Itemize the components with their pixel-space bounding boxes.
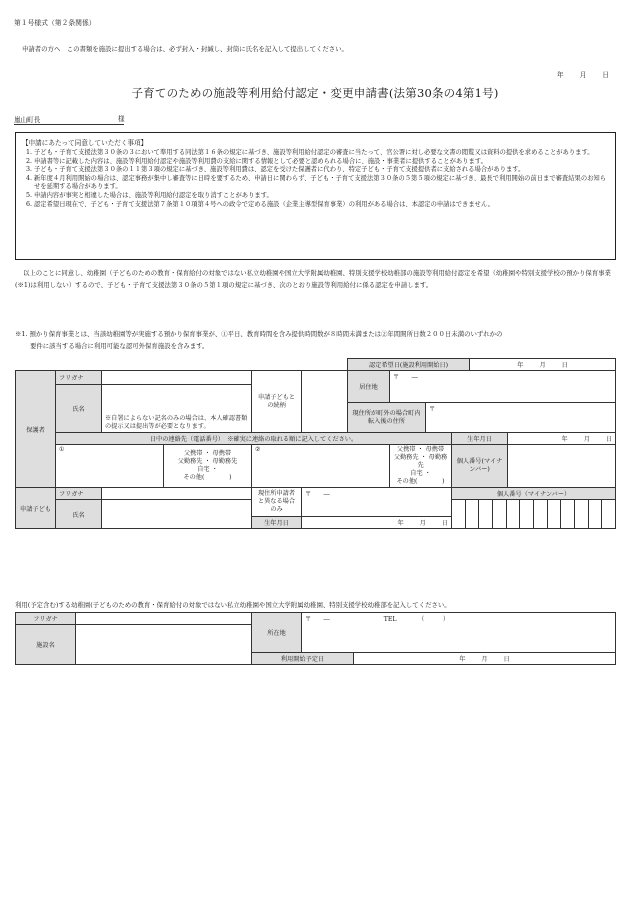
facility-table bbox=[15, 612, 616, 665]
child-address-label: 現住所申請者と異なる場合のみ bbox=[252, 488, 302, 517]
facility-location-label: 所在地 bbox=[252, 613, 302, 653]
child-name-field[interactable] bbox=[102, 500, 252, 529]
phone-type: 父勤務先 ・ 母勤務先 bbox=[177, 458, 238, 465]
contact-label: 日中の連絡先（電話番号） ※確実に連絡の取れる順に記入してください。 bbox=[56, 433, 452, 445]
address-label: 居住地 bbox=[348, 371, 390, 403]
guardian-name-field[interactable] bbox=[102, 385, 252, 433]
desired-date-label: 認定希望日(施設利用開始日) bbox=[348, 359, 470, 371]
guardian-birthdate-label: 生年月日 bbox=[452, 433, 508, 445]
consent-box bbox=[15, 132, 616, 260]
moved-address-field[interactable] bbox=[426, 403, 616, 433]
consent-item: 1. 子ども・子育て支援法第３０条の３において準用する同法第１６条の規定に基づき、施設等利用給付認定の審査に当たって、官公署に対し必要な文書の閲覧又は資料の提供を求めることがあります。 bbox=[34, 149, 609, 158]
phone-type: その他( ) bbox=[183, 474, 232, 481]
child-birthdate-label: 生年月日 bbox=[252, 516, 302, 528]
child-address-field[interactable] bbox=[302, 488, 452, 517]
consent-item: 3. 子ども・子育て支援法第３０条の１１第３項の規定に基づき、施設等利用費は、認定を受けた保護者に代わり、特定子ども・子育て支援提供者に支給される場合があります。 bbox=[34, 166, 609, 175]
application-table bbox=[15, 358, 616, 529]
address-postal: 〒 ― bbox=[393, 374, 418, 381]
phone-type: 自宅 ・ bbox=[197, 466, 218, 473]
footnote-line-1: ※1. 預かり保育事業とは、当該幼稚園等が実施する預かり保育事業が、①平日、教育時間を含み提供時間数が８時間未満または②年間開所日数２００日未満のいずれかの bbox=[15, 330, 503, 338]
submission-date[interactable]: 年 月 日 bbox=[557, 71, 609, 79]
desired-date-field[interactable]: 年 月 日 bbox=[470, 359, 616, 371]
start-date-label: 利用開始予定日 bbox=[252, 653, 354, 665]
contact-2-types[interactable] bbox=[390, 445, 452, 488]
child-mynumber-field[interactable] bbox=[452, 500, 616, 529]
contact-2-field[interactable] bbox=[252, 445, 390, 488]
consent-item: 5. 申請内容が事実と相違した場合は、施設等利用給付認定を取り消すことがあります。 bbox=[34, 192, 609, 201]
contact-2-label: ② bbox=[255, 446, 261, 453]
footnote bbox=[15, 328, 615, 352]
start-date-field[interactable]: 年 月 日 bbox=[354, 653, 616, 665]
page-title: 子育てのための施設等利用給付認定・変更申請書(法第30条の4第1号) bbox=[131, 86, 499, 100]
consent-heading: 【申請にあたって同意していただく事項】 bbox=[22, 139, 148, 147]
child-furigana-label: フリガナ bbox=[56, 488, 102, 500]
applicant-note: 申請者の方へ この書類を施設に提出する場合は、必ず封入・封緘し、封筒に氏名を記入して提出してください。 bbox=[22, 45, 348, 53]
facility-tel: TEL （ ） bbox=[383, 616, 450, 623]
footnote-line-2: 要件に該当する場合に利用可能な認可外保育施設を含みます。 bbox=[30, 342, 209, 350]
phone-type: 父携帯 ・ 母携帯 bbox=[396, 446, 445, 453]
guardian-mynumber-label: 個人番号(マイナンバー) bbox=[452, 445, 508, 488]
addressee bbox=[14, 114, 124, 125]
mayor-suffix: 様 bbox=[118, 115, 125, 123]
guardian-label: 保護者 bbox=[16, 371, 56, 488]
child-mynumber-label: 個人番号（マイナンバー） bbox=[452, 488, 616, 500]
phone-type: 自宅 ・ bbox=[410, 470, 431, 477]
child-mynumber-boxes bbox=[452, 500, 615, 528]
child-birthdate-field[interactable]: 年 月 日 bbox=[302, 516, 452, 528]
facility-furigana-label: フリガナ bbox=[16, 613, 76, 625]
guardian-furigana-field[interactable] bbox=[102, 371, 252, 385]
phone-type: その他( ) bbox=[396, 478, 445, 485]
guardian-mynumber-field[interactable] bbox=[508, 445, 616, 488]
contact-1-label: ① bbox=[59, 446, 65, 453]
facility-name-label: 施設名 bbox=[16, 625, 76, 665]
child-address-postal: 〒 ― bbox=[305, 491, 330, 498]
facility-intro: 利用(予定含む)する幼稚園(子どものための教育・保育給付の対象ではない私立幼稚園や国立大学附属幼稚園、特別支援学校幼稚部を記入してください。 bbox=[15, 601, 451, 609]
phone-type: 父携帯 ・ 母携帯 bbox=[183, 450, 232, 457]
child-label: 申請子ども bbox=[16, 488, 56, 529]
guardian-furigana-label: フリガナ bbox=[56, 371, 102, 385]
moved-address-postal: 〒 bbox=[429, 406, 436, 413]
child-furigana-field[interactable] bbox=[102, 488, 252, 500]
moved-address-label: 現住所が町外の場合町内転入後の住所 bbox=[348, 403, 426, 433]
guardian-name-label: 氏名 bbox=[56, 385, 102, 433]
address-field[interactable] bbox=[390, 371, 616, 403]
consent-list bbox=[22, 149, 609, 209]
relation-field[interactable] bbox=[302, 371, 348, 433]
guardian-birthdate-value: 年 月 日 bbox=[561, 436, 613, 443]
application-statement: 以上のことに同意し、幼稚園（子どものための教育・保育給付の対象ではない私立幼稚園や国立大学附属幼稚園、特別支援学校幼稚部の施設等利用給付認定を希望（幼稚園や特別支援学校の預かり保育事業(※1)は利用しない）するので、子ども・子育て支援法第３０条の５第１項の規定に基づき、次のとおり施設等利用給付に係る認定を申請します。 bbox=[15, 269, 611, 289]
facility-location-field[interactable] bbox=[302, 613, 616, 653]
contact-1-field[interactable] bbox=[56, 445, 164, 488]
contact-1-types[interactable] bbox=[164, 445, 252, 488]
seal-note: ※自署によらない記名のみの場合は、本人確認書類の提示又は提出等が必要となります。 bbox=[105, 415, 248, 430]
facility-name-field[interactable] bbox=[76, 625, 252, 665]
child-name-label: 氏名 bbox=[56, 500, 102, 529]
facility-furigana-field[interactable] bbox=[76, 613, 252, 625]
guardian-birthdate-field[interactable] bbox=[508, 433, 616, 445]
mayor-label: 嵐山町長 bbox=[14, 116, 41, 124]
facility-postal: 〒 ― bbox=[305, 616, 330, 623]
consent-item: 4. 新年度４月利用開始の場合は、認定事務が集中し審査等に日時を要するため、申請日に関わらず、子ども・子育て支援法第３０条の５第５項の規定に基づき、最長で利用開始の前日まで審査結果のお知らせを延期する場合があります。 bbox=[34, 175, 609, 192]
form-number: 第１号様式（第２条関係） bbox=[14, 19, 96, 27]
relation-label: 申請子どもとの続柄 bbox=[252, 371, 302, 433]
consent-item: 2. 申請書等に記載した内容は、施設等利用給付認定や施設等利用費の支給に関する情報として必要と認められる場合に、施設・事業者に提供することがあります。 bbox=[34, 158, 609, 167]
phone-type: 父勤務先 ・ 母勤務先 bbox=[393, 454, 448, 469]
consent-item: 6. 認定希望日現在で、子ども・子育て支援法第７条第１０項第４号への政令で定める施設（企業主導型保育事業）の利用がある場合は、本認定の申請はできません。 bbox=[34, 201, 609, 210]
